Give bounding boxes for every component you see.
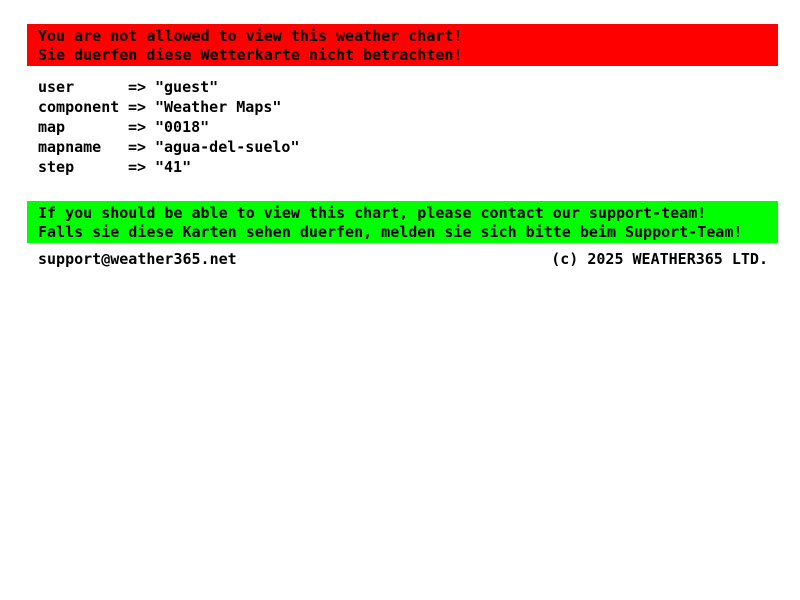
param-key: mapname bbox=[38, 138, 102, 156]
param-value: "41" bbox=[155, 158, 192, 176]
param-key: user bbox=[38, 78, 75, 96]
support-banner-line-de: Falls sie diese Karten sehen duerfen, melden sie sich bitte beim Support-Team! bbox=[38, 223, 743, 241]
support-banner bbox=[27, 201, 778, 243]
param-row-user bbox=[38, 77, 300, 97]
param-key: step bbox=[38, 158, 75, 176]
arrow-glyph: => bbox=[128, 118, 147, 136]
param-key: map bbox=[38, 118, 66, 136]
param-row-step bbox=[38, 157, 300, 177]
arrow-glyph: => bbox=[128, 78, 147, 96]
param-row-map bbox=[38, 117, 300, 137]
arrow-glyph: => bbox=[128, 138, 147, 156]
error-banner-line-de: Sie duerfen diese Wetterkarte nicht betrachten! bbox=[38, 46, 463, 64]
request-params-list bbox=[38, 77, 300, 177]
param-value: "0018" bbox=[155, 118, 210, 136]
param-row-mapname bbox=[38, 137, 300, 157]
arrow-glyph: => bbox=[128, 98, 147, 116]
param-key: component bbox=[38, 98, 120, 116]
param-value: "guest" bbox=[155, 78, 219, 96]
copyright-text: (c) 2025 WEATHER365 LTD. bbox=[551, 250, 768, 268]
support-email-text: support@weather365.net bbox=[38, 250, 237, 268]
param-row-component bbox=[38, 97, 300, 117]
param-value: "agua-del-suelo" bbox=[155, 138, 300, 156]
arrow-glyph: => bbox=[128, 158, 147, 176]
footer bbox=[38, 250, 768, 269]
error-banner-line-en: You are not allowed to view this weather chart! bbox=[38, 27, 463, 45]
param-value: "Weather Maps" bbox=[155, 98, 282, 116]
support-banner-line-en: If you should be able to view this chart, please contact our support-team! bbox=[38, 204, 707, 222]
error-banner bbox=[27, 24, 778, 66]
